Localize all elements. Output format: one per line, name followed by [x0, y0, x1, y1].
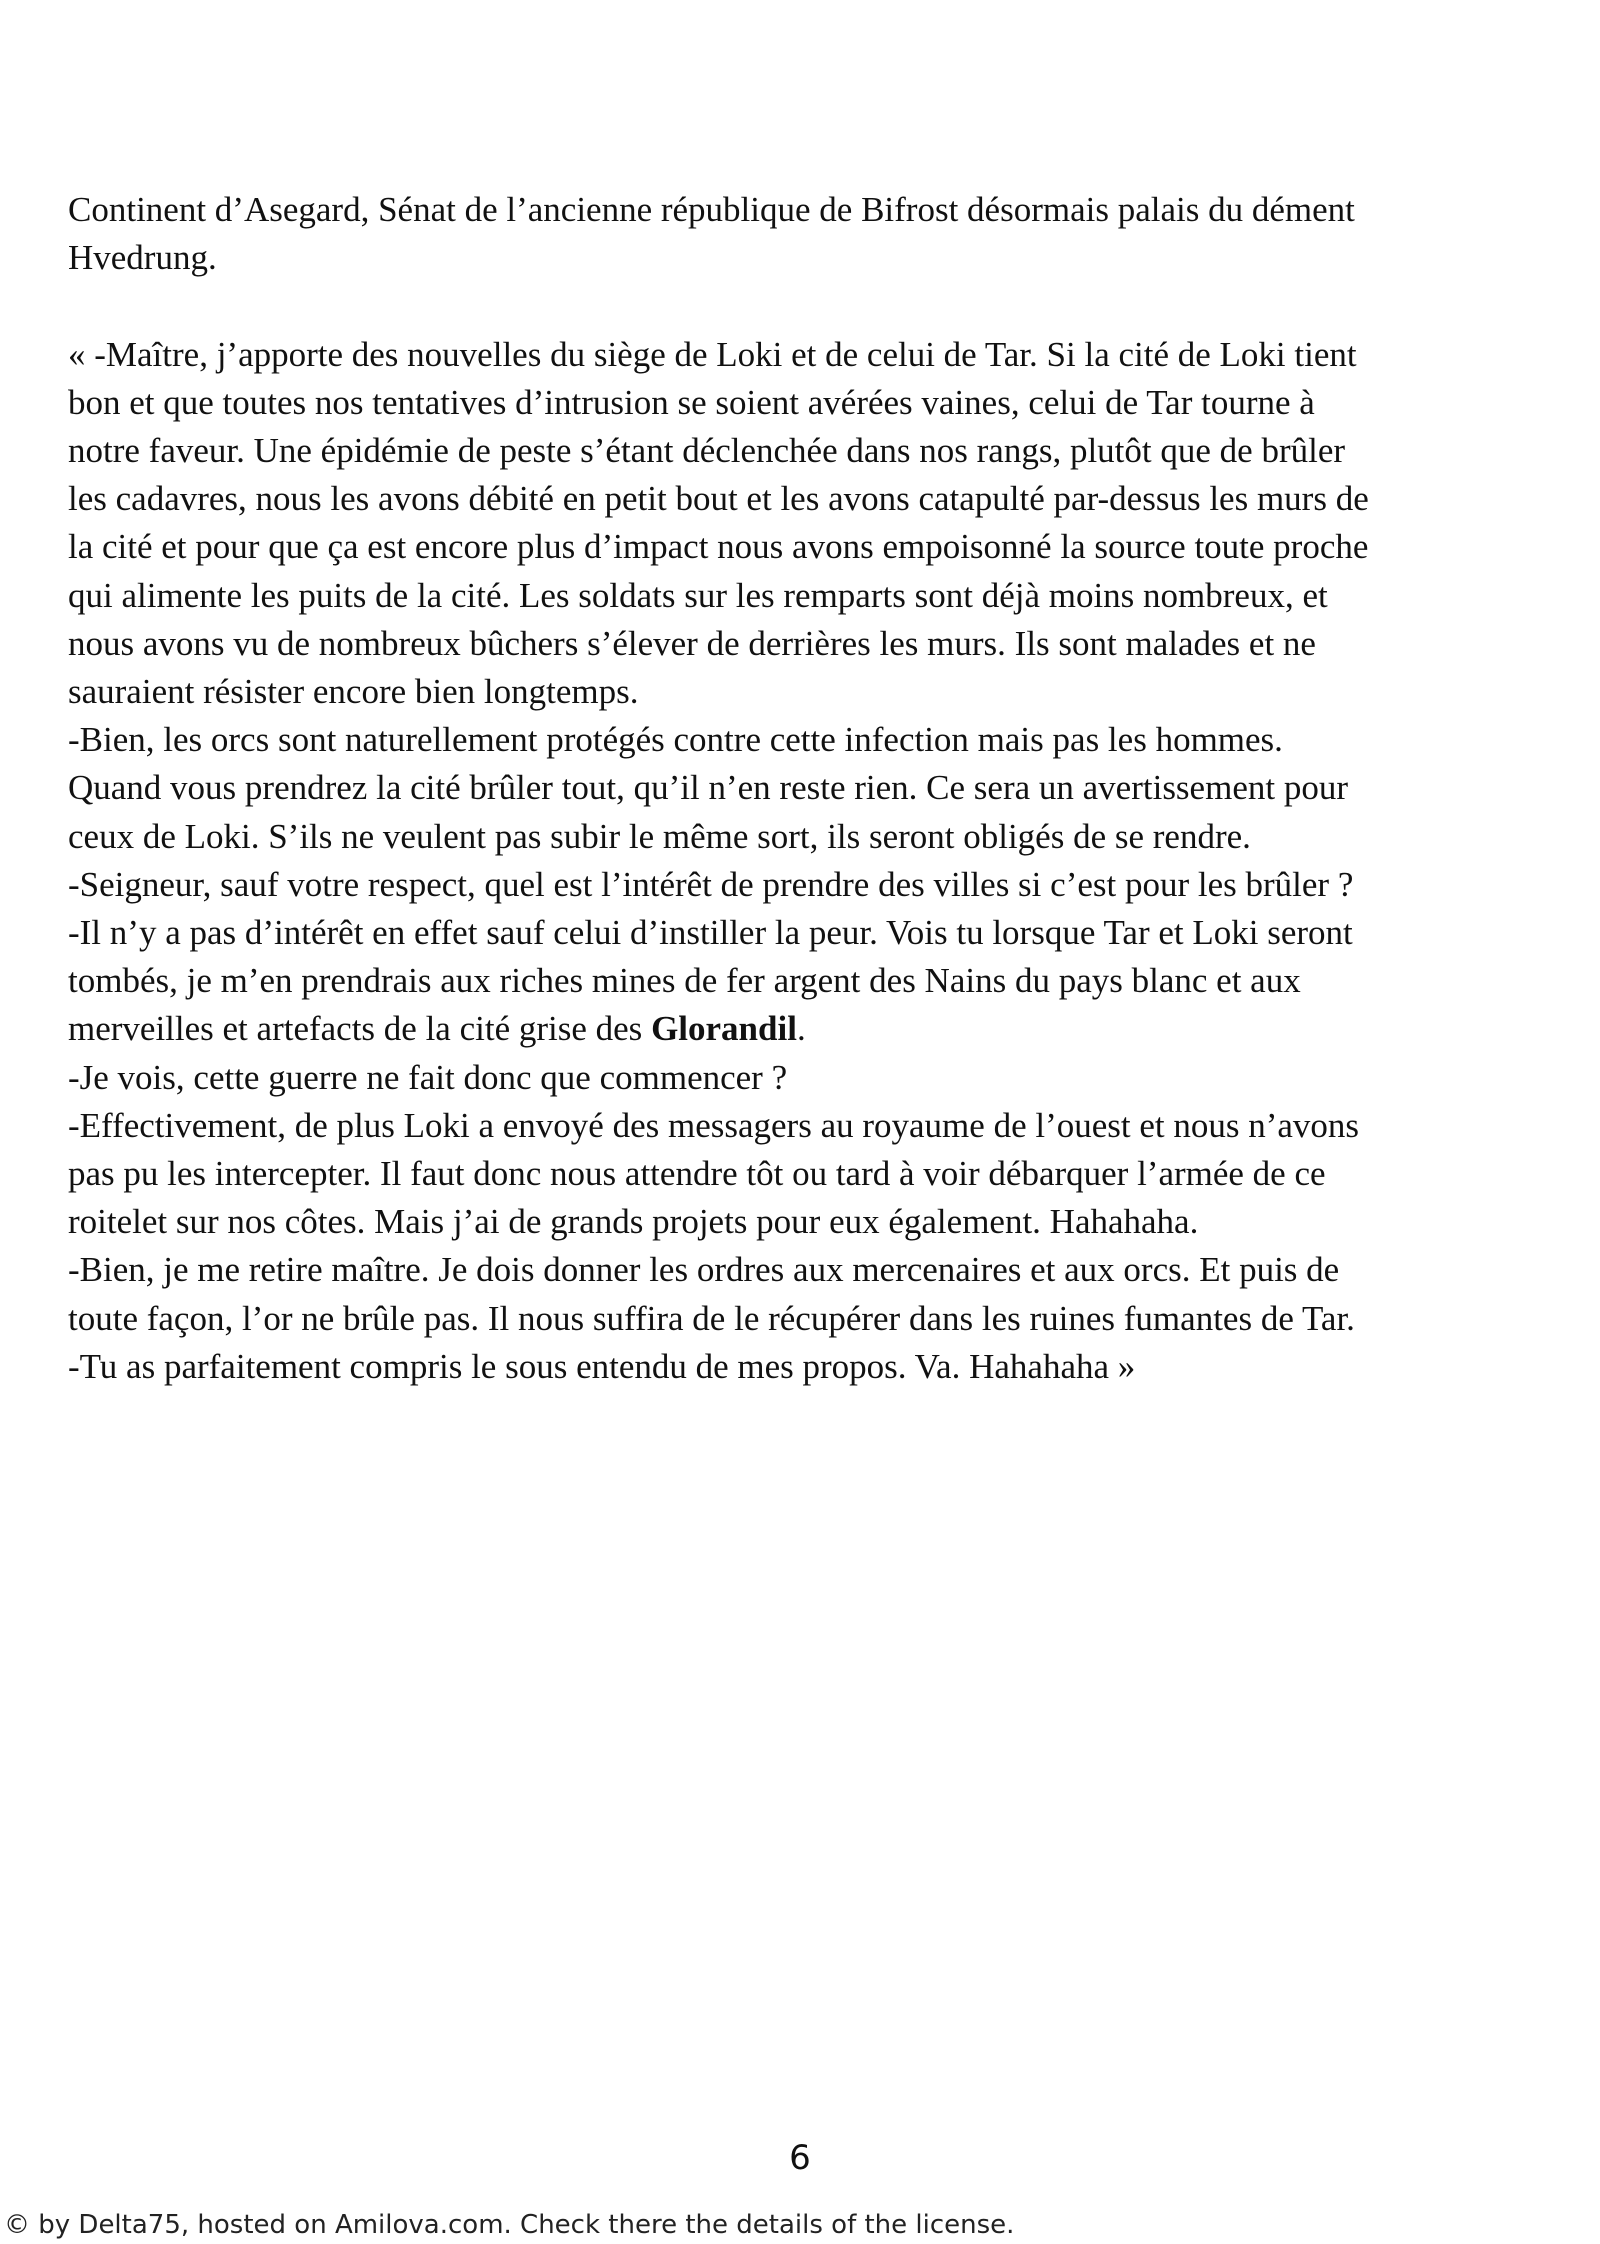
story-text	[68, 186, 1588, 1391]
text-line: nous avons vu de nombreux bûchers s’élever de derrières les murs. Ils sont malades et ne	[68, 623, 1316, 663]
heading-line: Continent d’Asegard, Sénat de l’ancienne république de Bifrost désormais palais du dément	[68, 190, 1355, 229]
heading	[68, 186, 1588, 282]
text-segment: .	[796, 1009, 806, 1049]
text-line: -Tu as parfaitement compris le sous entendu de mes propos. Va. Hahahaha »	[68, 1346, 1136, 1386]
text-line: « -Maître, j’apporte des nouvelles du siège de Loki et de celui de Tar. Si la cité de Loki tient	[68, 334, 1357, 374]
dialogue	[68, 331, 1588, 1391]
copyright-notice: © by Delta75, hosted on Amilova.com. Check there the details of the license.	[4, 2210, 1015, 2240]
text-segment: merveilles et artefacts de la cité grise des	[68, 1009, 652, 1049]
text-line: ceux de Loki. S’ils ne veulent pas subir le même sort, ils seront obligés de se rendre.	[68, 816, 1251, 856]
text-line: -Je vois, cette guerre ne fait donc que commencer ?	[68, 1057, 788, 1097]
bold-name-glorandil: Glorandil	[651, 1009, 797, 1049]
text-line-with-bold	[68, 1005, 1588, 1053]
text-line: -Effectivement, de plus Loki a envoyé des messagers au royaume de l’ouest et nous n’avons	[68, 1105, 1360, 1145]
text-line: -Il n’y a pas d’intérêt en effet sauf celui d’instiller la peur. Vois tu lorsque Tar et Loki seront	[68, 913, 1353, 953]
text-line: Quand vous prendrez la cité brûler tout, qu’il n’en reste rien. Ce sera un avertissement pour	[68, 768, 1348, 808]
text-line: la cité et pour que ça est encore plus d’impact nous avons empoisonné la source toute proche	[68, 527, 1369, 567]
text-line: tombés, je m’en prendrais aux riches mines de fer argent des Nains du pays blanc et aux	[68, 961, 1301, 1001]
text-line: roitelet sur nos côtes. Mais j’ai de grands projets pour eux également. Hahahaha.	[68, 1202, 1199, 1242]
text-line: -Bien, les orcs sont naturellement protégés contre cette infection mais pas les hommes.	[68, 720, 1283, 760]
page-number: 6	[789, 2138, 811, 2178]
paragraph-gap	[68, 282, 1588, 330]
heading-line: Hvedrung.	[68, 238, 217, 278]
text-line: qui alimente les puits de la cité. Les soldats sur les remparts sont déjà moins nombreux, et	[68, 575, 1328, 615]
text-line: toute façon, l’or ne brûle pas. Il nous suffira de le récupérer dans les ruines fumantes de Tar.	[68, 1298, 1355, 1338]
text-line: sauraient résister encore bien longtemps.	[68, 672, 639, 712]
text-line: notre faveur. Une épidémie de peste s’étant déclenchée dans nos rangs, plutôt que de brûler	[68, 431, 1346, 470]
text-line: pas pu les intercepter. Il faut donc nous attendre tôt ou tard à voir débarquer l’armée de ce	[68, 1154, 1326, 1194]
text-line: -Bien, je me retire maître. Je dois donner les ordres aux mercenaires et aux orcs. Et puis de	[68, 1250, 1340, 1290]
text-line: -Seigneur, sauf votre respect, quel est l’intérêt de prendre des villes si c’est pour les brûler ?	[68, 864, 1354, 904]
text-line: les cadavres, nous les avons débité en petit bout et les avons catapulté par-dessus les murs de	[68, 479, 1369, 519]
text-line: bon et que toutes nos tentatives d’intrusion se soient avérées vaines, celui de Tar tourne à	[68, 382, 1315, 422]
